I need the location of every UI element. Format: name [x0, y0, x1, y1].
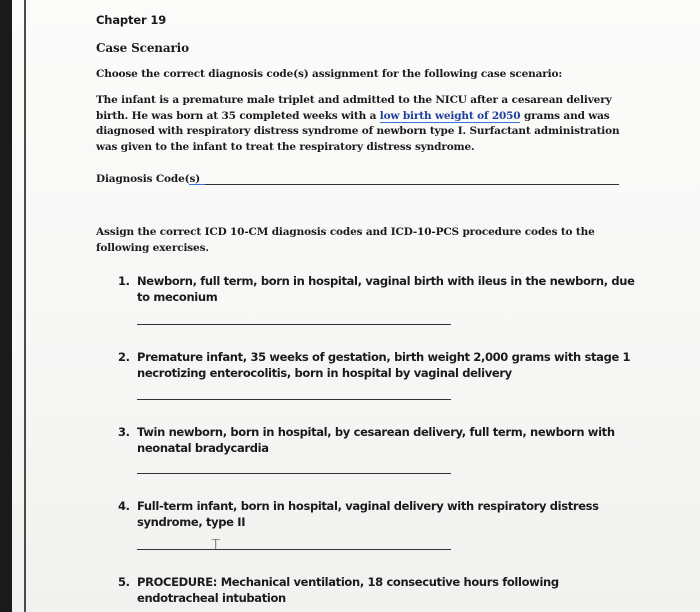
exercise-number: 2.	[118, 350, 130, 364]
exercise-number: 3.	[118, 425, 130, 439]
scenario-text-part1: The infant is a premature male triplet and admitted to the NICU after a cesarean delivery birth. He was born at 35 completed weeks with a	[96, 94, 612, 122]
exercise-text: Premature infant, 35 weeks of gestation, birth weight 2,000 grams with stage 1 necrotizing enterocolitis, born in hospital by vaginal delivery	[137, 350, 631, 380]
exercise-3-answer-line[interactable]	[137, 473, 451, 474]
case-scenario-title: Case Scenario	[96, 41, 189, 55]
exercise-number: 1.	[118, 274, 130, 288]
exercise-text: Newborn, full term, born in hospital, vaginal birth with ileus in the newborn, due to meconium	[137, 274, 635, 304]
case-instruction: Choose the correct diagnosis code(s) assignment for the following case scenario:	[96, 68, 563, 80]
exercise-2-answer-line[interactable]	[137, 399, 451, 400]
exercises-instruction: Assign the correct ICD 10-CM diagnosis codes and ICD-10-PCS procedure codes to the following exercises.	[96, 226, 595, 254]
exercise-text: Twin newborn, born in hospital, by cesarean delivery, full term, newborn with neonatal bradycardia	[137, 425, 615, 455]
scenario-text-part2: grams and was diagnosed with respiratory distress syndrome of newborn type I. Surfactant administration was given to the infant to treat the respiratory distress syndrome.	[96, 109, 620, 153]
text-cursor-icon: ⌶	[211, 535, 221, 554]
exercise-number: 4.	[118, 499, 130, 513]
exercise-1-answer-line[interactable]	[137, 324, 451, 325]
highlighted-phrase[interactable]: low birth weight of 2050	[379, 109, 521, 122]
document-page	[12, 0, 700, 612]
spellcheck-underline	[189, 184, 205, 185]
exercise-4-answer-line[interactable]	[137, 549, 451, 550]
margin-line	[24, 0, 26, 612]
exercise-number: 5.	[118, 575, 130, 589]
exercise-text: Full-term infant, born in hospital, vaginal delivery with respiratory distress syndrome, type II	[137, 499, 599, 529]
chapter-heading: Chapter 19	[96, 13, 167, 27]
diagnosis-code-label: Diagnosis Code(s)	[96, 173, 201, 185]
exercise-text: PROCEDURE: Mechanical ventilation, 18 consecutive hours following endotracheal intubation	[137, 575, 559, 605]
diagnosis-code-answer-line[interactable]	[205, 184, 619, 185]
case-scenario-text	[96, 93, 626, 155]
